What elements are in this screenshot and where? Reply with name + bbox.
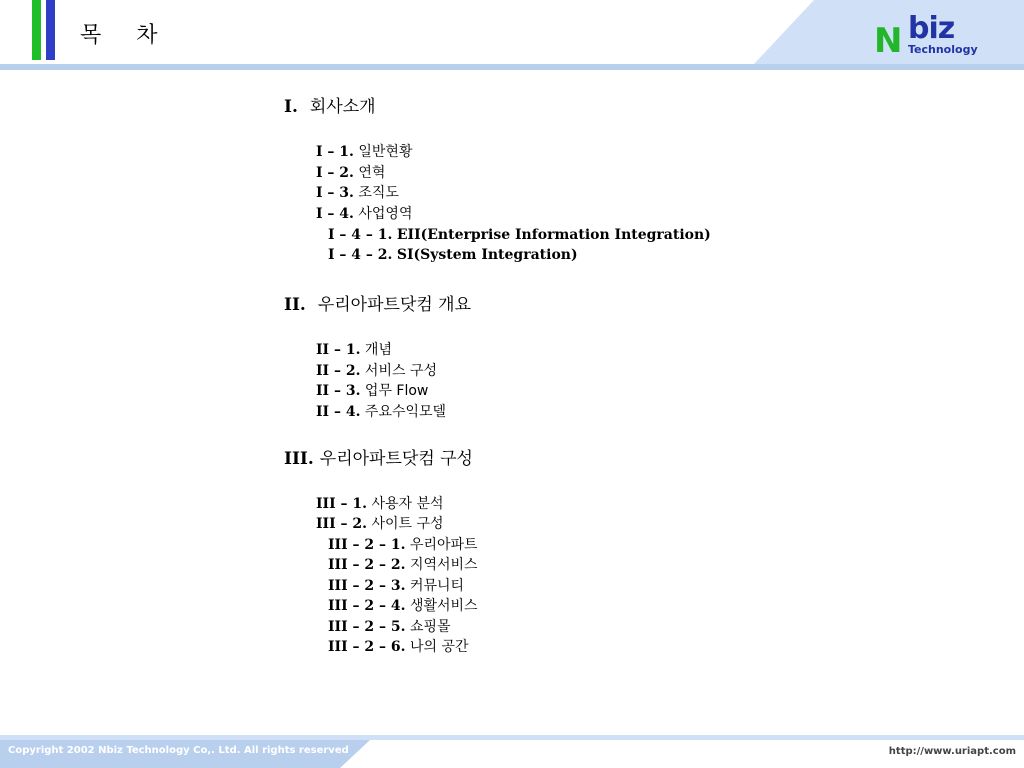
item-title: 쇼핑몰 — [409, 619, 451, 635]
toc-section-1 — [284, 92, 376, 117]
item-title: 지역서비스 — [409, 557, 478, 573]
section-title: 우리아파트닷컴 개요 — [317, 295, 472, 315]
logo-word-biz: biz — [908, 11, 955, 46]
item-title: SI(System Integration) — [396, 247, 578, 263]
item-number: III – 2 – 6. — [328, 639, 406, 655]
item-title: EII(Enterprise Information Integration) — [396, 227, 711, 243]
item-number: III – 2 – 1. — [328, 537, 406, 553]
toc-subitem — [328, 637, 469, 657]
item-number: II – 3. — [316, 383, 361, 399]
item-number: III – 2 – 2. — [328, 557, 406, 573]
blue-accent-bar — [46, 0, 55, 60]
item-title: 일반현황 — [358, 144, 413, 160]
item-title: 조직도 — [358, 185, 399, 201]
item-title: 주요수익모델 — [364, 404, 447, 420]
item-number: II – 2. — [316, 363, 361, 379]
logo-word-technology: Technology — [908, 43, 978, 56]
toc-section-2 — [284, 290, 471, 315]
section-number: II. — [284, 295, 306, 315]
toc-item — [316, 361, 437, 381]
item-number: I – 4. — [316, 206, 354, 222]
item-title: 커뮤니티 — [409, 578, 465, 594]
item-number: I – 2. — [316, 165, 354, 181]
toc-item — [316, 142, 412, 162]
section-number: I. — [284, 97, 298, 117]
toc-item — [316, 381, 428, 401]
toc-subitem — [328, 555, 478, 575]
item-title: 업무 Flow — [364, 383, 429, 399]
item-title: 사용자 분석 — [371, 496, 444, 512]
item-title: 서비스 구성 — [364, 363, 437, 379]
website-url[interactable]: http://www.uriapt.com — [888, 746, 1016, 757]
toc-item — [316, 204, 412, 224]
toc-subitem — [328, 576, 464, 596]
item-number: I – 4 – 1. — [328, 227, 393, 243]
toc-subitem — [328, 596, 478, 616]
nbiz-logo — [874, 11, 984, 61]
green-accent-bar — [32, 0, 41, 60]
item-number: II – 4. — [316, 404, 361, 420]
item-title: 생활서비스 — [409, 598, 478, 614]
item-number: I – 1. — [316, 144, 354, 160]
copyright-text: Copyright 2002 Nbiz Technology Co,. Ltd. All rights reserved — [8, 745, 349, 756]
item-title: 사업영역 — [358, 206, 413, 222]
toc-subitem — [328, 225, 711, 245]
slide-header — [0, 0, 1024, 70]
item-number: III – 2. — [316, 516, 368, 532]
toc-subitem — [328, 617, 451, 637]
item-title: 사이트 구성 — [371, 516, 444, 532]
toc-item — [316, 494, 444, 514]
toc-section-3 — [284, 444, 473, 469]
item-number: III – 1. — [316, 496, 368, 512]
header-divider-line — [0, 64, 1024, 70]
toc-subitem — [328, 245, 578, 265]
logo-letter-n: N — [874, 21, 903, 61]
section-number: III. — [284, 449, 314, 469]
toc-item — [316, 514, 444, 534]
item-number: II – 1. — [316, 342, 361, 358]
toc-item — [316, 183, 399, 203]
item-number: I – 4 – 2. — [328, 247, 393, 263]
item-number: III – 2 – 5. — [328, 619, 406, 635]
toc-item — [316, 163, 385, 183]
toc-item — [316, 340, 392, 360]
item-title: 나의 공간 — [409, 639, 469, 655]
item-number: III – 2 – 4. — [328, 598, 406, 614]
item-number: III – 2 – 3. — [328, 578, 406, 594]
section-title: 회사소개 — [309, 97, 376, 117]
item-title: 우리아파트 — [409, 537, 478, 553]
toc-item — [316, 402, 446, 422]
item-title: 개념 — [364, 342, 392, 358]
slide-footer — [0, 735, 1024, 768]
item-title: 연혁 — [358, 165, 386, 181]
toc-subitem — [328, 535, 478, 555]
section-title: 우리아파트닷컴 구성 — [319, 449, 473, 469]
item-number: I – 3. — [316, 185, 354, 201]
page-title: 목 차 — [80, 23, 172, 48]
